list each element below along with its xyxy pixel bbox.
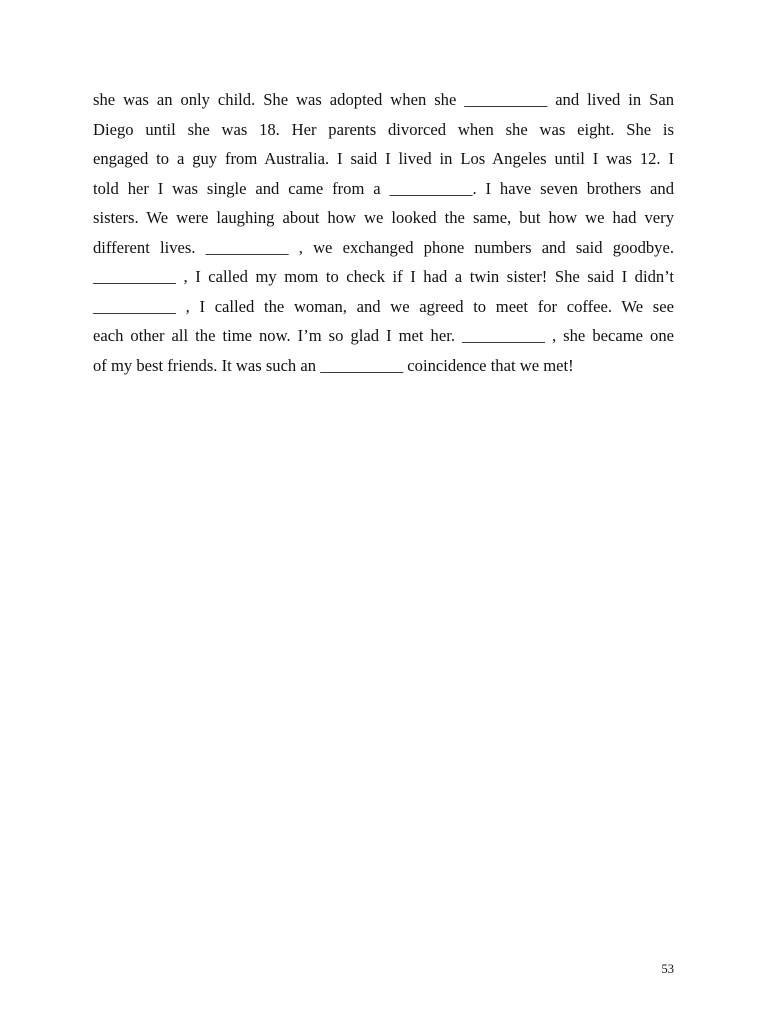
paragraph-line-1: she was an only child. She was adopted when she __________ and lived in San (93, 90, 674, 109)
paragraph-line-8: __________ , I called the woman, and we agreed to meet for coffee. We see (93, 296, 674, 316)
paragraph-line-9: each other all the time now. I’m so glad I met her. __________ , she became one (93, 326, 674, 345)
paragraph-line-3: engaged to a guy from Australia. I said I lived in Los Angeles until I was 12. I (93, 149, 674, 168)
paragraph-line-4: told her I was single and came from a __________. I have seven brothers and (93, 178, 674, 198)
paragraph-line-10: of my best friends. It was such an __________ coincidence that we met! (93, 355, 574, 375)
page-number: 53 (661, 962, 674, 976)
body-paragraph (93, 85, 674, 380)
paragraph-line-6: different lives. __________ , we exchanged phone numbers and said goodbye. (93, 237, 674, 257)
paragraph-line-7: __________ , I called my mom to check if I had a twin sister! She said I didn’t (93, 267, 674, 286)
paragraph-line-5: sisters. We were laughing about how we looked the same, but how we had very (93, 208, 674, 227)
paragraph-line-2: Diego until she was 18. Her parents divorced when she was eight. She is (93, 119, 674, 139)
